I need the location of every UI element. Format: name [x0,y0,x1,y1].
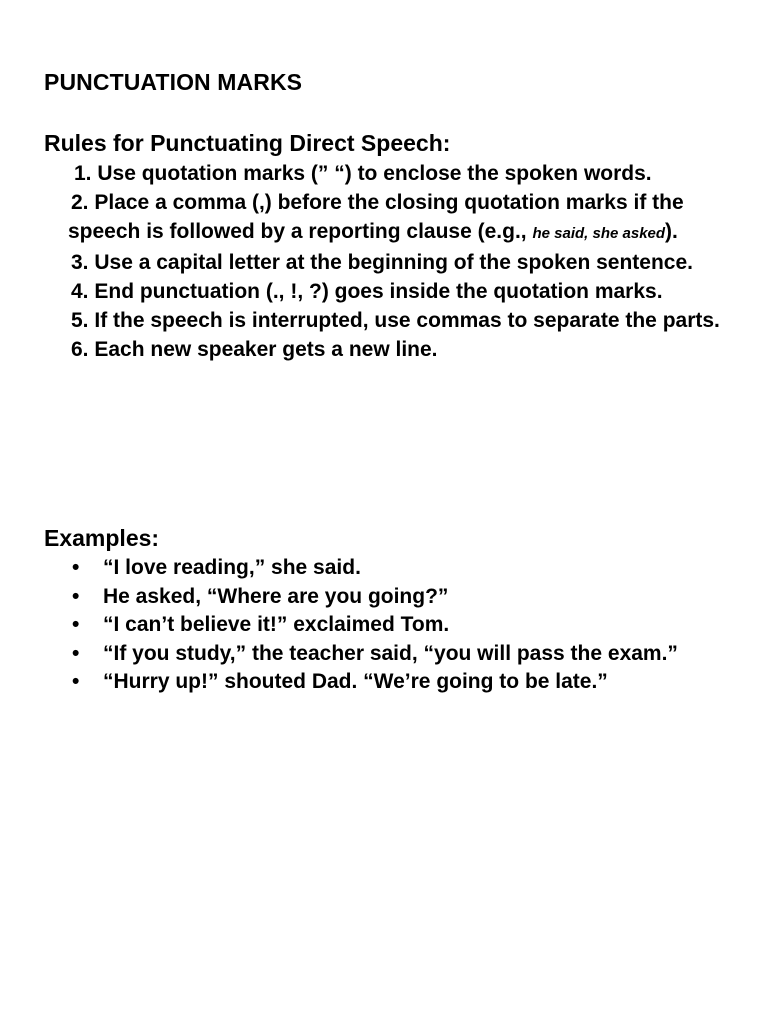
rule-item [0,306,740,335]
example-text: “I love reading,” she said. [103,556,361,579]
document-title: PUNCTUATION MARKS [44,69,303,95]
example-item [0,554,740,583]
rule-item [0,248,740,277]
rule-text: Each new speaker gets a new line. [94,338,438,361]
examples-heading: Examples: [44,525,160,551]
rule-number: 1. [74,162,92,185]
rule-text: Use quotation marks (” “) to enclose the spoken words. [97,162,652,185]
bullet-icon: • [72,670,80,694]
rule-number: 5. [71,309,89,332]
rules-list [0,159,740,364]
bullet-icon: • [72,641,80,665]
rule-text: Place a comma (,) before the closing quotation marks if the speech is followed by a reporting clause (e.g., [68,191,684,243]
rule-item [0,335,740,364]
example-text: He asked, “Where are you going?” [103,584,449,608]
rule-number: 2. [71,191,89,214]
example-text: “Hurry up!” shouted Dad. “We’re going to be late.” [103,670,608,694]
bullet-icon: • [72,613,80,637]
example-item [0,611,740,640]
examples-list [0,554,740,697]
rule-item [0,188,740,248]
rule-number: 6. [71,338,89,361]
rule-number: 4. [71,280,89,303]
rule-inline-example: he said, she asked [532,225,666,242]
bullet-icon: • [72,584,80,608]
rule-text: End punctuation (., !, ?) goes inside the quotation marks. [94,280,663,303]
rule-number: 3. [71,251,89,274]
rule-text: If the speech is interrupted, use commas to separate the parts. [94,309,720,332]
example-text: “I can’t believe it!” exclaimed Tom. [103,613,450,637]
example-item [0,668,740,697]
bullet-icon: • [72,556,80,579]
example-text: “If you study,” the teacher said, “you will pass the exam.” [103,641,678,665]
rule-text: Use a capital letter at the beginning of the spoken sentence. [94,251,693,274]
example-item [0,583,740,612]
example-item [0,640,740,669]
rule-text-end: ). [665,220,678,243]
rule-item [0,277,740,306]
rule-item [0,159,740,188]
rules-heading: Rules for Punctuating Direct Speech: [44,130,451,156]
